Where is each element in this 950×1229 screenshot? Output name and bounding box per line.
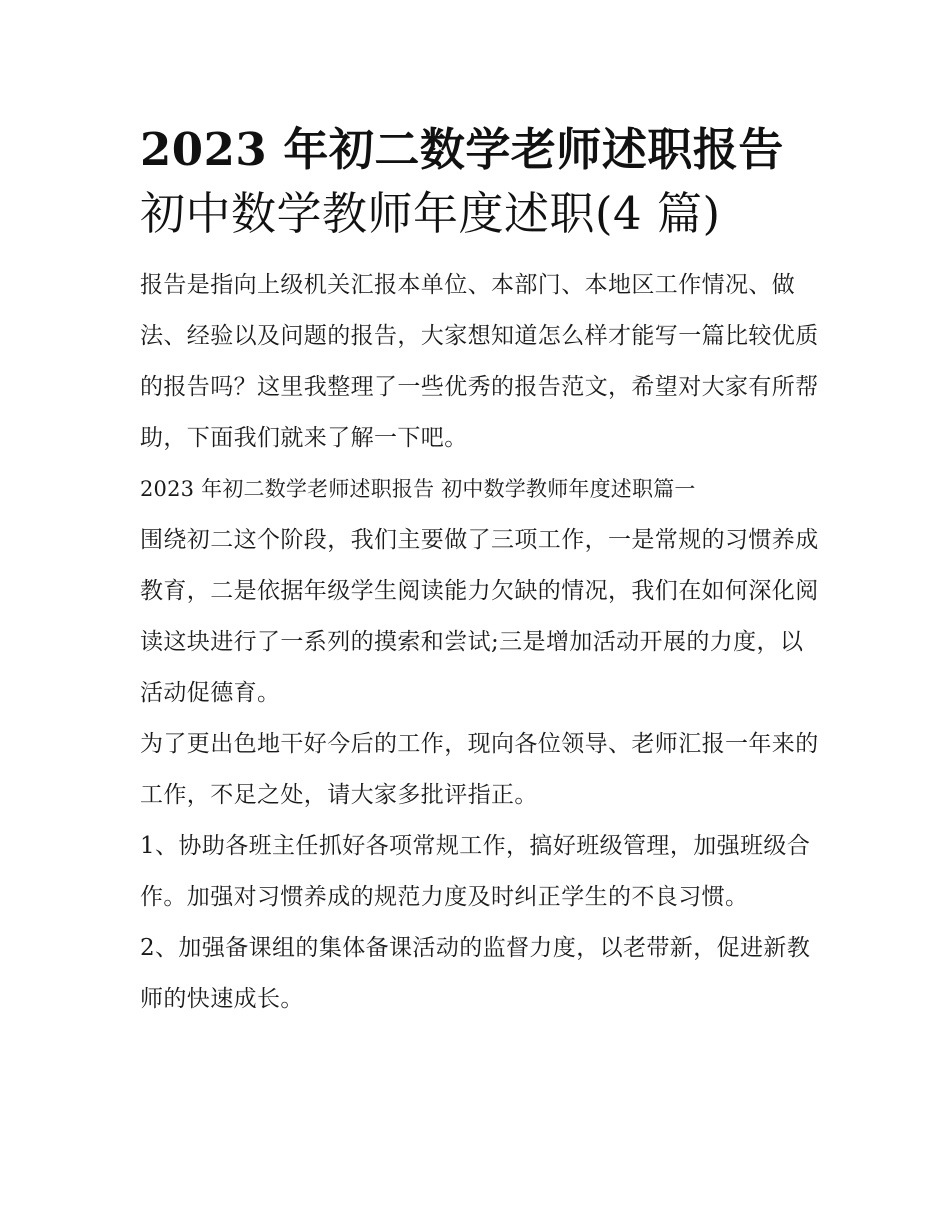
section-heading-1: 2023 年初二数学老师述职报告 初中数学教师年度述职篇一 (140, 477, 696, 501)
body-paragraph-1: 围绕初二这个阶段，我们主要做了三项工作，一是常规的习惯养成教育，二是依据年级学生阅读能力欠缺的情况，我们在如何深化阅读这块进行了一系列的摸索和尝试;三是增加活动开展的力度，以活动促德育。 (140, 527, 819, 706)
intro-paragraph: 报告是指向上级机关汇报本单位、本部门、本地区工作情况、做法、经验以及问题的报告，大家想知道怎么样才能写一篇比较优质的报告吗？这里我整理了一些优秀的报告范文，希望对大家有所帮助，下面我们就来了解一下吧。 (140, 272, 819, 451)
list-item-1: 1、协助各班主任抓好各项常规工作，搞好班级管理，加强班级合作。加强对习惯养成的规范力度及时纠正学生的不良习惯。 (140, 833, 811, 910)
title-line-1: 2023 年初二数学老师述职报告 (140, 123, 784, 176)
title-line-2: 初中数学教师年度述职(4 篇) (140, 187, 721, 240)
body-paragraph-2: 为了更出色地干好今后的工作，现向各位领导、老师汇报一年来的工作，不足之处，请大家多批评指正。 (140, 731, 819, 808)
list-item-2: 2、加强备课组的集体备课活动的监督力度，以老带新，促进新教师的快速成长。 (140, 935, 811, 1012)
document-body (140, 118, 820, 1025)
document-title (140, 118, 820, 246)
